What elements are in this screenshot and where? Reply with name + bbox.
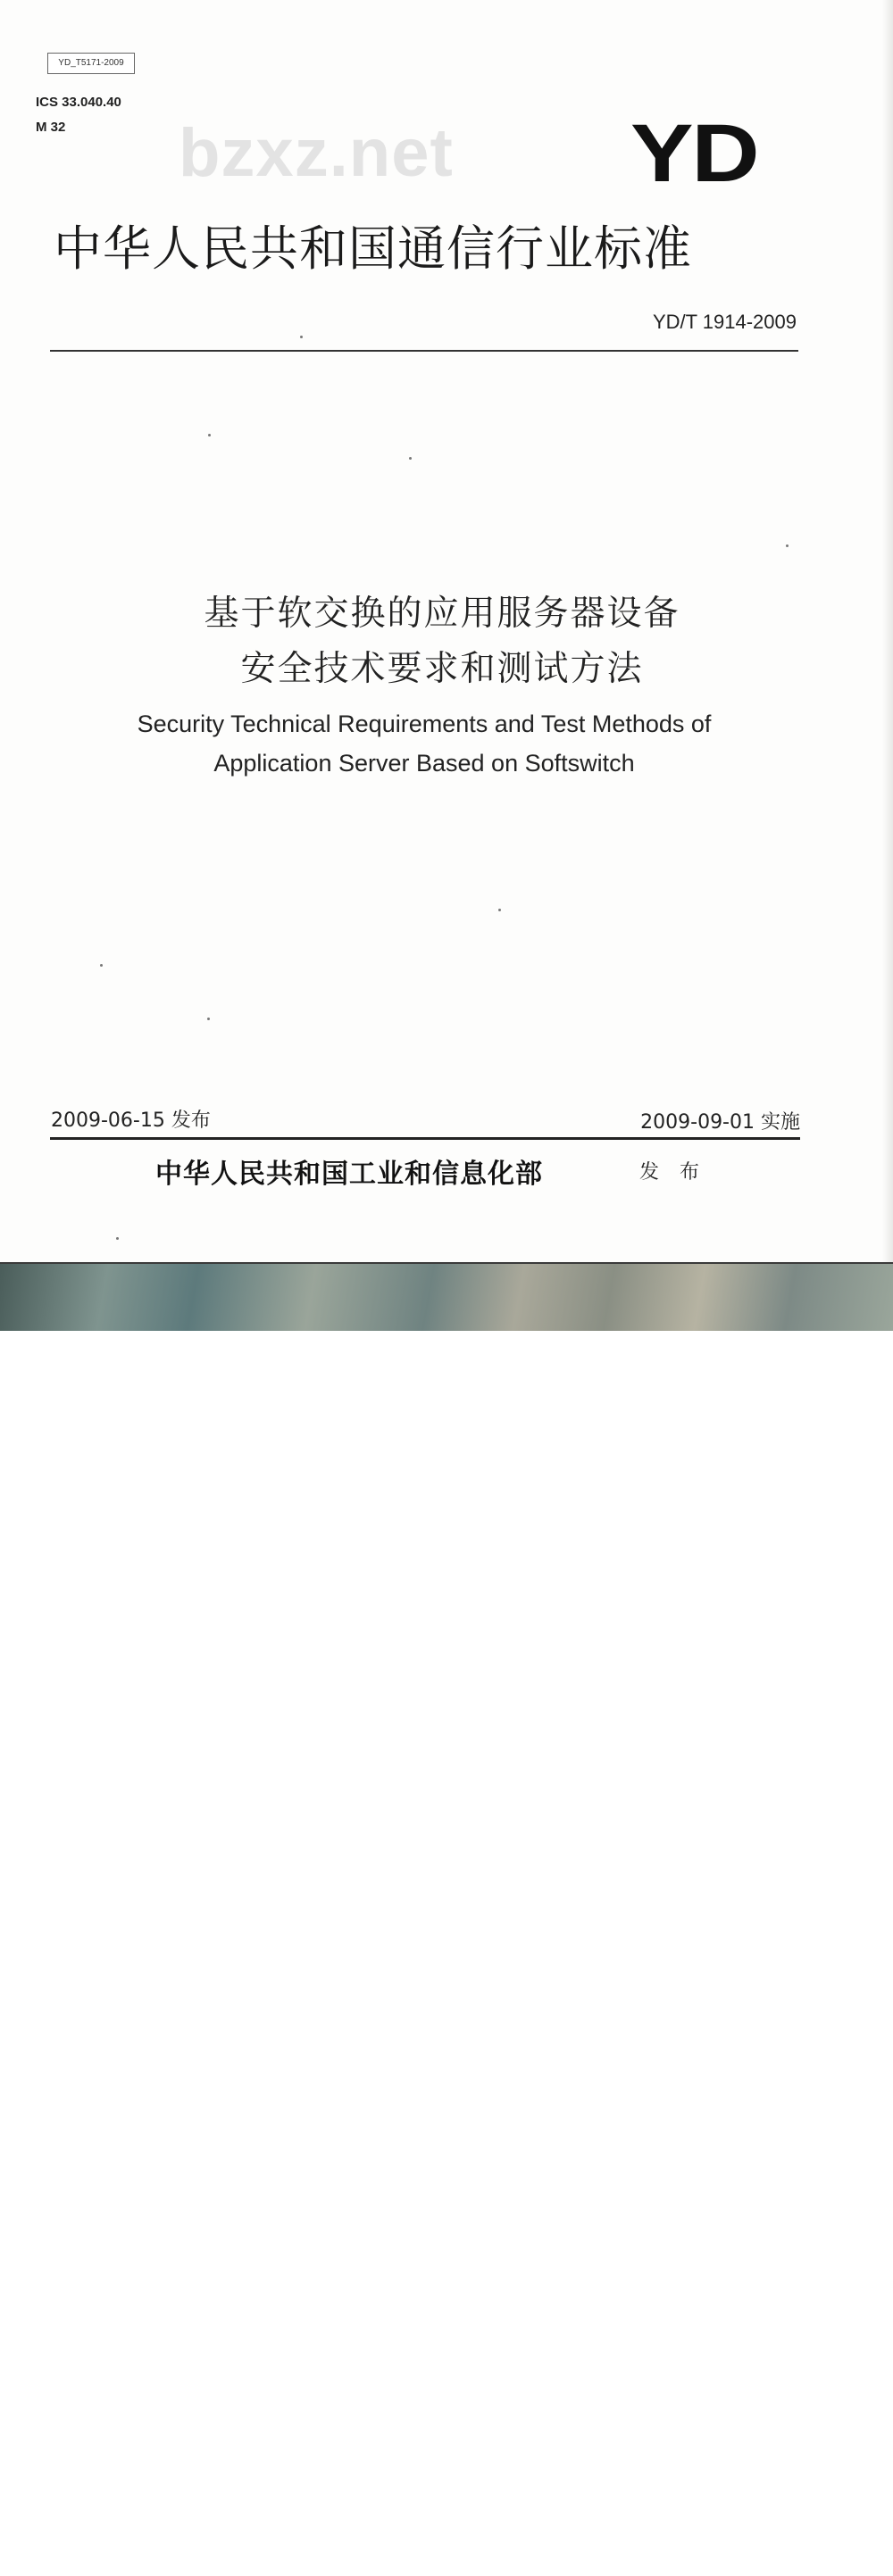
issue-date: 2009-06-15 发布	[51, 1109, 211, 1132]
issuer-verb: 发 布	[639, 1161, 706, 1184]
file-name-label[interactable]: ot.jpg	[0, 2565, 24, 2576]
main-title: 中华人民共和国通信行业标准	[54, 220, 692, 277]
scan-speck	[409, 457, 412, 460]
effective-date: 2009-09-01 实施	[640, 1111, 800, 1134]
title-cn-line1: 基于软交换的应用服务器设备	[204, 594, 680, 634]
scan-speck	[300, 336, 303, 338]
file-tag: YD_T5171-2009	[47, 53, 135, 74]
scan-speck	[116, 1237, 119, 1240]
ics-code: ICS 33.040.40	[36, 95, 121, 110]
scan-speck	[100, 964, 103, 967]
title-en-line2: Application Server Based on Softswitch	[213, 750, 635, 777]
yd-logo: YD	[630, 108, 758, 199]
bottom-rule	[50, 1137, 800, 1140]
ccs-code: M 32	[36, 120, 66, 135]
scan-speck	[786, 544, 789, 547]
standard-number: YD/T 1914-2009	[652, 311, 797, 333]
title-en-line1: Security Technical Requirements and Test Methods of	[137, 710, 712, 737]
desktop-background	[0, 1264, 893, 2576]
scan-speck	[498, 909, 501, 911]
title-cn-line2: 安全技术要求和测试方法	[240, 649, 644, 689]
scan-speck	[207, 1018, 210, 1020]
document-page	[0, 0, 893, 1264]
scan-speck	[208, 434, 211, 436]
top-rule	[50, 350, 798, 352]
issuer: 中华人民共和国工业和信息化部	[155, 1159, 543, 1190]
watermark: bzxz.net	[179, 115, 454, 191]
